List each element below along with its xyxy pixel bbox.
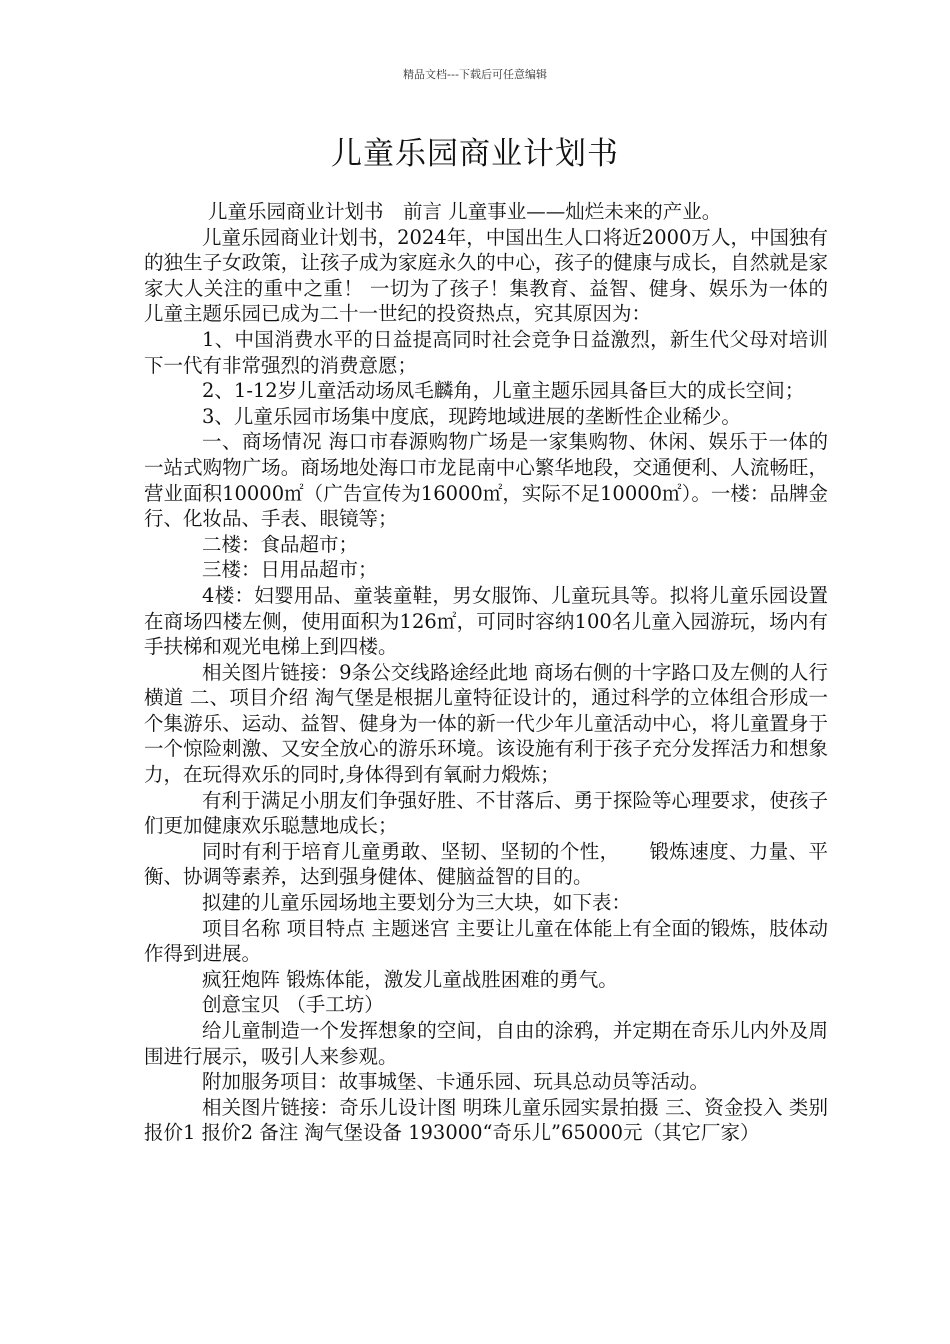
paragraph: 项目名称 项目特点 主题迷宫 主要让儿童在体能上有全面的锻炼，肢体动作得到进展。	[144, 916, 828, 966]
paragraph: 儿童乐园商业计划书，2024年，中国出生人口将近2000万人，中国独有的独生子女政策，让孩子成为家庭永久的中心，孩子的健康与成长，自然就是家家大人关注的重中之重！ 一切为了孩子！集教育、益智、健身、娱乐为一体的儿童主题乐园已成为二十一世纪的投资热点，究其原因为：	[144, 225, 828, 326]
document-title: 儿童乐园商业计划书	[331, 136, 619, 172]
paragraph: 相关图片链接：9条公交线路途经此地 商场右侧的十字路口及左侧的人行横道 二、项目介绍 淘气堡是根据儿童特征设计的，通过科学的立体组合形成一个集游乐、运动、益智、健身为一体的新一代少年儿童活动中心，将儿童置身于一个惊险刺激、又安全放心的游乐环境。该设施有利于孩子充分发挥活力和想象力，在玩得欢乐的同时,身体得到有氧耐力煅炼；	[144, 660, 828, 787]
paragraph: 1、中国消费水平的日益提高同时社会竞争日益激烈，新生代父母对培训下一代有非常强烈的消费意愿；	[144, 327, 828, 377]
header-note: 精品文档---下载后可任意编辑	[403, 68, 547, 81]
paragraph: 同时有利于培育儿童勇敢、坚韧、坚韧的个性， 锻炼速度、力量、平衡、协调等素养，达到强身健体、健脑益智的目的。	[144, 839, 828, 889]
paragraph: 给儿童制造一个发挥想象的空间，自由的涂鸦，并定期在奇乐儿内外及周围进行展示，吸引人来参观。	[144, 1019, 828, 1068]
paragraph: 一、商场情况 海口市春源购物广场是一家集购物、休闲、娱乐于一体的一站式购物广场。商场地处海口市龙昆南中心繁华地段，交通便利、人流畅旺，营业面积10000㎡（广告宣传为16000㎡，实际不足10000㎡）。一楼：品牌金行、化妆品、手表、眼镜等；	[144, 430, 828, 531]
paragraph: 儿童乐园商业计划书 前言 儿童事业——灿烂未来的产业。	[208, 200, 722, 223]
paragraph: 二楼：食品超市；	[202, 532, 359, 556]
paragraph: 有利于满足小朋友们争强好胜、不甘落后、勇于探险等心理要求，使孩子们更加健康欢乐聪慧地成长；	[144, 788, 828, 838]
paragraph: 疯狂炮阵 锻炼体能，激发儿童战胜困难的勇气。	[202, 967, 618, 991]
paragraph: 创意宝贝 （手工坊）	[202, 993, 384, 1017]
paragraph: 三楼：日用品超市；	[202, 558, 378, 582]
paragraph: 3、儿童乐园市场集中度底，现跨地域进展的垄断性企业稀少。	[202, 404, 741, 428]
paragraph: 附加服务项目：故事城堡、卡通乐园、玩具总动员等活动。	[202, 1070, 710, 1094]
paragraph: 2、1-12岁儿童活动场凤毛麟角，儿童主题乐园具备巨大的成长空间；	[202, 379, 805, 403]
paragraph: 4楼：妇婴用品、童装童鞋，男女服饰、儿童玩具等。拟将儿童乐园设置在商场四楼左侧，使用面积为126㎡，可同时容纳100名儿童入园游玩，场内有手扶梯和观光电梯上到四楼。	[144, 583, 828, 659]
paragraph: 拟建的儿童乐园场地主要划分为三大块，如下表：	[202, 891, 632, 915]
paragraph: 相关图片链接：奇乐儿设计图 明珠儿童乐园实景拍摄 三、资金投入 类别 报价1 报价2 备注 淘气堡设备 193000“奇乐儿”65000元（其它厂家）	[144, 1095, 828, 1145]
document-body	[144, 199, 828, 1146]
